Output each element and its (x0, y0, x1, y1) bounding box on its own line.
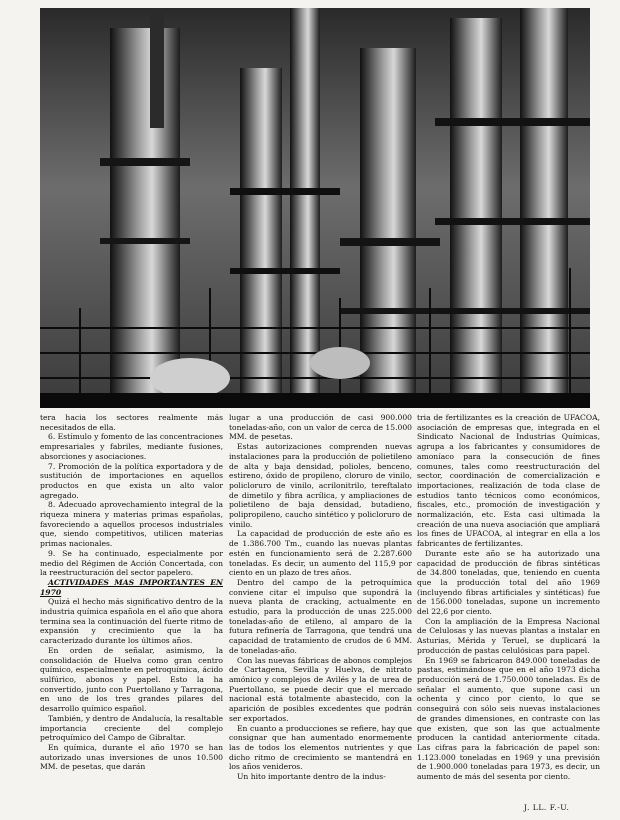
article-column-2 (229, 413, 412, 782)
paragraph: Dentro del campo de la petroquímica conviene citar el impulso que supondrá la nueva planta de cracking, actualmente en estudio, para la producción de unas 225.000 toneladas-año de etileno, al amparo de la futura refinería de Tarragona, que tendrá una capacidad de tratamiento de crudos de 6 MM. de toneladas-año. (229, 577, 412, 655)
paragraph: También, y dentro de Andalucía, la resaltable importancia creciente del complejo petroquímico del Campo de Gibraltar. (40, 713, 223, 743)
paragraph: Estas autorizaciones comprenden nuevas instalaciones para la producción de polietileno de alta y baja densidad, polioles, benceno, estireno, óxido de propileno, cloruro de vinilo, policloruro de vinilo, acrilonitrilo, tereftalato de dimetilo y fibra acrílica, y ampliaciones de polietileno de baja densidad, butadieno, polipropileno, caucho sintético y policloruro de vinilo. (229, 442, 412, 529)
paragraph: Un hito importante dentro de la indus- (237, 772, 386, 782)
paragraph: tera hacia los sectores realmente más necesitados de ella. (40, 413, 223, 432)
paragraph: Quizá el hecho más significativo dentro de la industria química española en el año que ahora termina sea la continuación del fuerte ritmo de expansión y crecimiento que la ha caracterizado durante los últimos años. (40, 597, 223, 646)
author-signature: J. LL. F.-U. (524, 803, 570, 812)
paragraph: Durante este año se ha autorizado una capacidad de producción de fibras sintéticas de 34.800 toneladas, que, teniendo en cuenta que la producción total del año 1969 (incluyendo fibras artificiales y sintéticas) fue de 156.000 toneladas, supone un incremento del 22,6 por ciento. (417, 548, 600, 617)
paragraph: En química, durante el año 1970 se han autorizado unas inversiones de unos 10.500 MM. de pesetas, que darán (40, 742, 223, 772)
article-column-1 (40, 413, 223, 772)
article-column-3 (417, 413, 600, 782)
section-heading: ACTIVIDADES MAS IMPORTANTES EN 1970 (40, 577, 223, 597)
refinery-photo (40, 8, 590, 408)
paragraph: En cuanto a producciones se refiere, hay que consignar que han aumentado enormemente las de todos los elementos nutrientes y que dicho ritmo de crecimiento se mantendrá en los años venideros. (229, 723, 412, 772)
paragraph: 9. Se ha continuado, especialmente por medio del Régimen de Acción Concertada, con la reestructuración del sector papelero. (40, 548, 223, 578)
paragraph: Con las nuevas fábricas de abonos complejos de Cartagena, Sevilla y Huelva, de nitrato amónico y complejos de Avilés y la de urea de Puertollano, se puede decir que el mercado nacional está totalmente abastecido, con la aparición de posibles excedentes que podrán ser exportados. (229, 655, 412, 723)
paragraph: La capacidad de producción de este año es de 1.386.700 Tm., cuando las nuevas plantas estén en funcionamiento será de 2.287.600 toneladas. Es decir, un aumento del 115,9 por ciento en un plazo de tres años. (229, 529, 412, 578)
paragraph: 8. Adecuado aprovechamiento integral de la riqueza minera y materias primas españolas, favoreciendo a aquellos procesos industriales que, siendo competitivos, utilicen materias primas nacionales. (40, 500, 223, 549)
paragraph: tria de fertilizantes es la creación de UFACOA, asociación de empresas que, integrada en el Sindicato Nacional de Industrias Químicas, agrupa a los fabricantes y consumidores de amoníaco para la consecución de fines comunes, tales como reestructuración del sector, coordinación de comercialización e importaciones, realización de toda clase de estudios tanto técnicos como económicos, fiscales, etc., promoción de investigación y normalización, etc. Esta casi ultimada la creación de una nueva asociación que ampliará los fines de UFACOA, al integrar en ella a los fabricantes de fertilizantes. (417, 413, 601, 549)
paragraph: 7. Promoción de la política exportadora y de sustitución de importaciones en aquellos productos en que exista un alto valor agregado. (40, 461, 223, 500)
paragraph: Con la ampliación de la Empresa Nacional de Celulosas y las nuevas plantas a instalar en Asturias, Mérida y Teruel, se duplicará la producción de pastas celulósicas para papel. (417, 616, 600, 655)
paragraph: En 1969 se fabricaron 849.000 toneladas de pastas, estimándose que en el año 1973 dicha producción será de 1.750.000 toneladas. Es de señalar el aumento, que supone casi un ochenta y cinco por ciento, lo que se conseguirá con sólo seis nuevas instalaciones de grandes dimensiones, en contraste con las que existen, que son las que actualmente producen la cantidad anteriormente citada. Las cifras para la fabricación de papel son: 1.123.000 toneladas en 1969 y una previsión de 1.900.000 toneladas para 1973, es decir, un aumento de más del sesenta por ciento. (417, 655, 600, 782)
paragraph: 6. Estímulo y fomento de las concentraciones empresariales y fabriles, mediante fusiones, absorciones y asociaciones. (40, 432, 223, 461)
paragraph: lugar a una producción de casi 900.000 toneladas-año, con un valor de cerca de 15.000 MM. de pesetas. (229, 413, 412, 442)
paragraph: En orden de señalar, asimismo, la consolidación de Huelva como gran centro químico, especialmente en petroquímica, ácido sulfúrico, abonos y papel. Esto la ha convertido, junto con Puertollano y Tarragona, en uno de los tres grandes pilares del desarrollo químico español. (40, 645, 223, 714)
